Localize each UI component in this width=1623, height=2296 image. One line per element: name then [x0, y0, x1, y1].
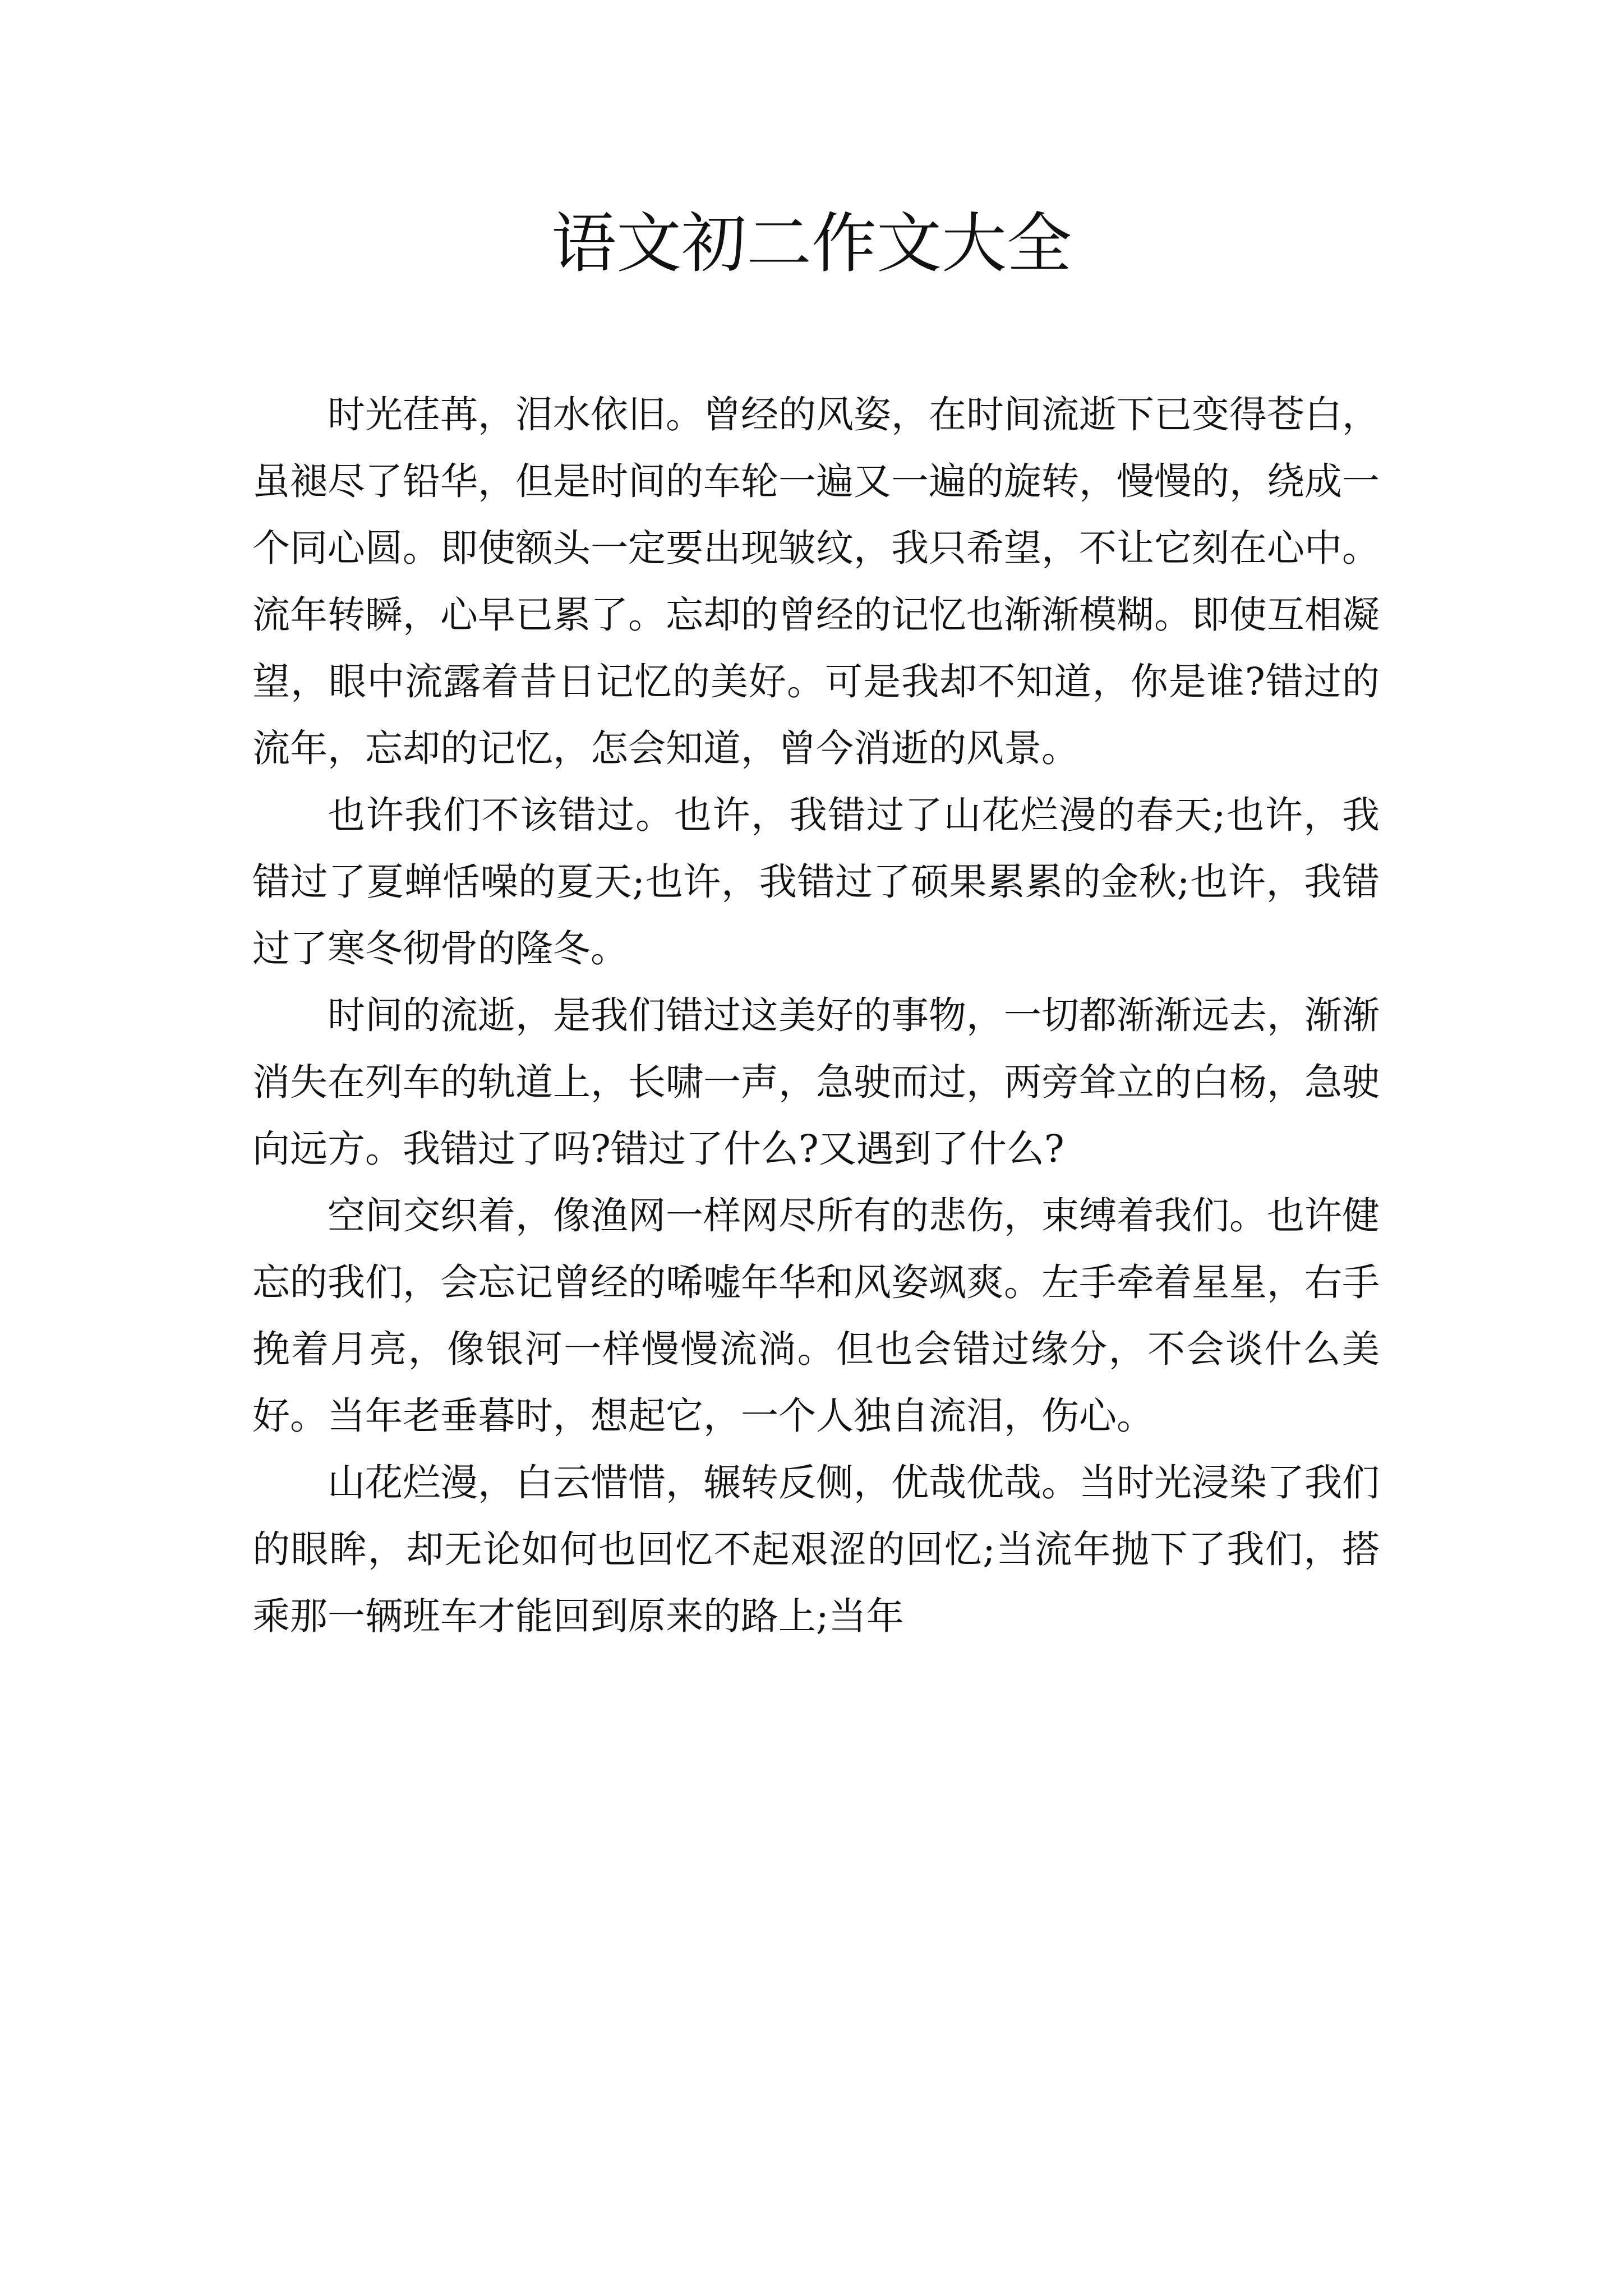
paragraph: 山花烂漫，白云惜惜，辗转反侧，优哉优哉。当时光浸染了我们的眼眸，却无论如何也回忆不起艰涩的回忆;当流年抛下了我们，搭乘那一辆班车才能回到原来的路上;当年: [252, 1461, 1380, 1638]
paragraph: 时间的流逝，是我们错过这美好的事物，一切都渐渐远去，渐渐消失在列车的轨道上，长啸一声，急驶而过，两旁耸立的白杨，急驶向远方。我错过了吗?错过了什么?又遇到了什么?: [252, 993, 1380, 1171]
document-body: [252, 381, 1380, 1650]
document-title: 语文初二作文大全: [551, 206, 1072, 282]
paragraph: 空间交织着，像渔网一样网尽所有的悲伤，束缚着我们。也许健忘的我们，会忘记曾经的唏嘘年华和风姿飒爽。左手牵着星星，右手挽着月亮，像银河一样慢慢流淌。但也会错过缘分，不会谈什么美好。当年老垂暮时，想起它，一个人独自流泪，伤心。: [252, 1194, 1380, 1438]
paragraph: 时光荏苒，泪水依旧。曾经的风姿，在时间流逝下已变得苍白，虽褪尽了铅华，但是时间的车轮一遍又一遍的旋转，慢慢的，绕成一个同心圆。即使额头一定要出现皱纹，我只希望，不让它刻在心中。流年转瞬，心早已累了。忘却的曾经的记忆也渐渐模糊。即使互相凝望，眼中流露着昔日记忆的美好。可是我却不知道，你是谁?错过的流年，忘却的记忆，怎会知道，曾今消逝的风景。: [252, 393, 1380, 770]
paragraph: 也许我们不该错过。也许，我错过了山花烂漫的春天;也许，我错过了夏蝉恬噪的夏天;也许，我错过了硕果累累的金秋;也许，我错过了寒冬彻骨的隆冬。: [252, 793, 1380, 970]
